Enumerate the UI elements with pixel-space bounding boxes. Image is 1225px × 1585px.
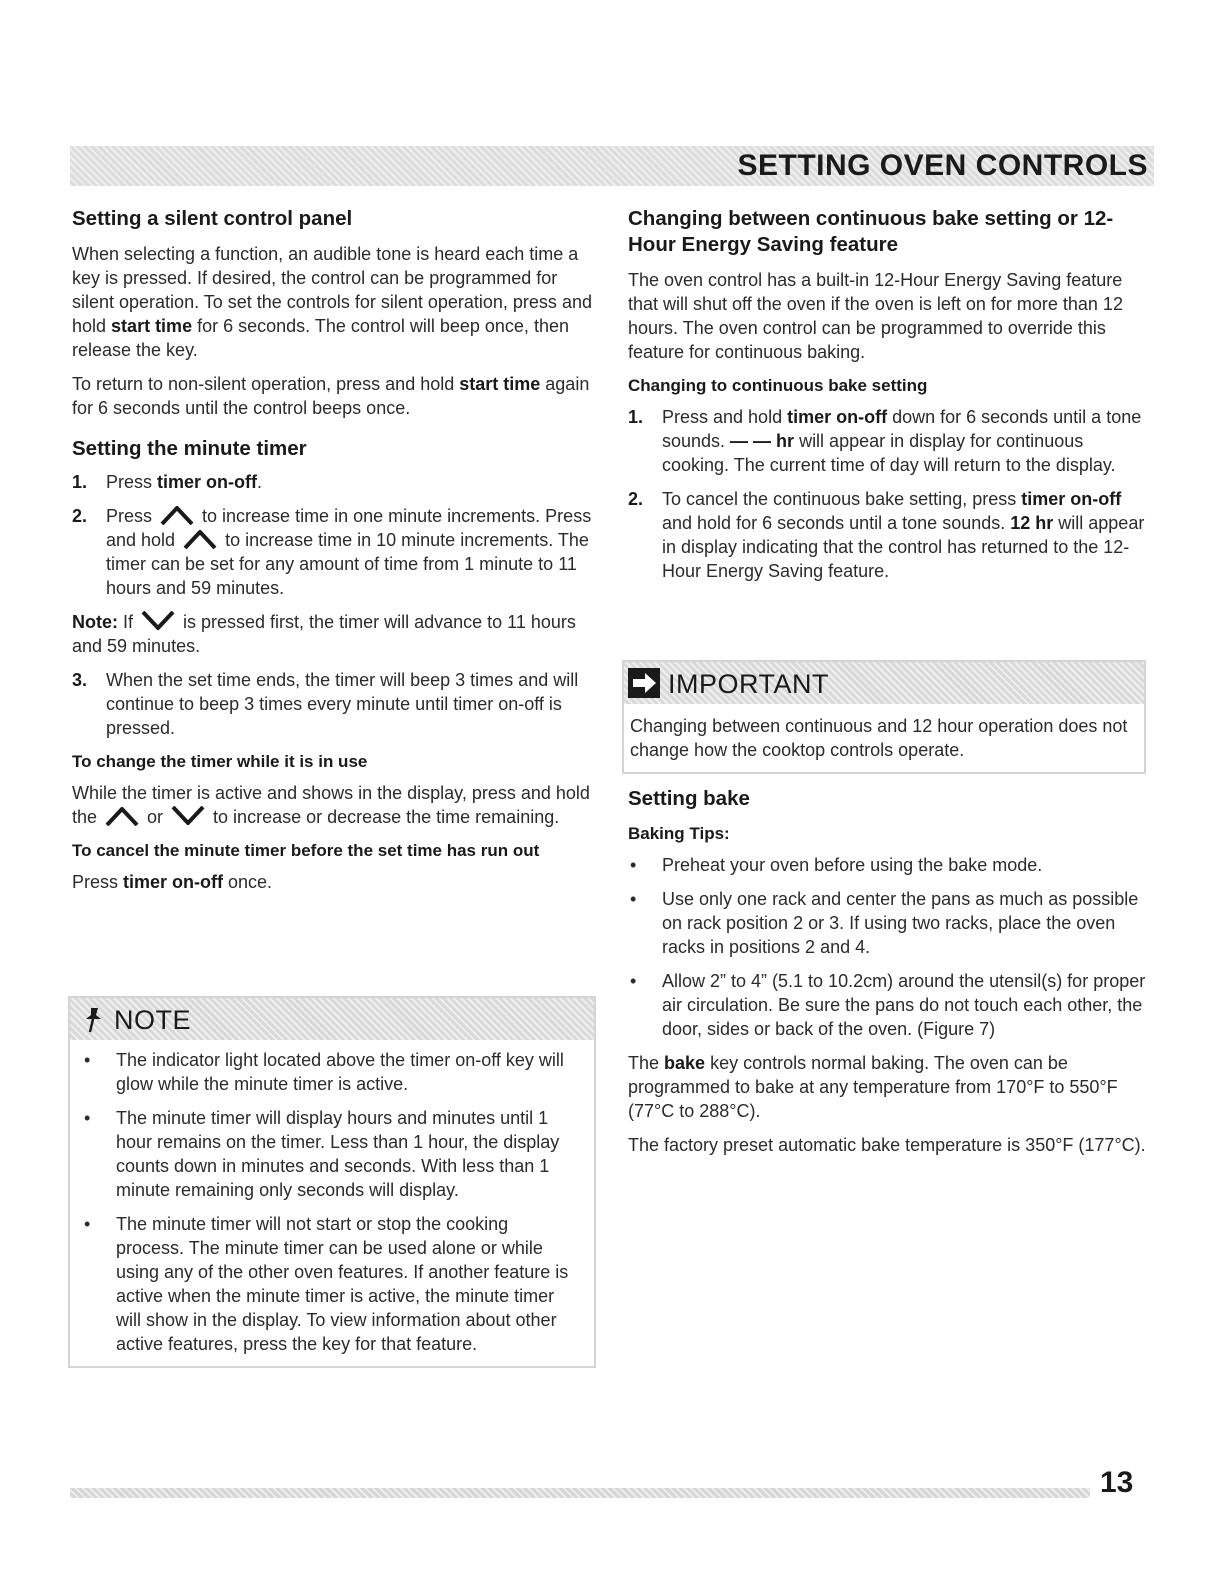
minute-timer-steps-cont xyxy=(72,668,594,740)
note-box xyxy=(68,996,596,1368)
arrow-right-icon xyxy=(628,668,660,698)
note-list xyxy=(82,1048,580,1356)
text: Press xyxy=(106,472,158,492)
text: . xyxy=(257,472,263,492)
continuous-bake-heading: Changing between continuous bake setting or 12-Hour Energy Saving feature xyxy=(628,207,1114,256)
up-arrow-icon xyxy=(183,529,217,549)
bullet: • xyxy=(84,1214,91,1234)
up-arrow-icon xyxy=(105,806,139,826)
continuous-subheading: Changing to continuous bake setting xyxy=(628,376,928,395)
step-number: 2. xyxy=(72,506,88,526)
step-2 xyxy=(628,487,1148,583)
text: The xyxy=(628,1053,665,1073)
text: To return to non-silent operation, press and hold xyxy=(72,374,460,394)
up-arrow-icon xyxy=(160,505,194,525)
text: or xyxy=(142,807,169,827)
baking-tips-heading: Baking Tips: xyxy=(628,824,730,843)
note-label: Note: xyxy=(72,612,118,632)
cancel-timer-paragraph xyxy=(72,870,594,894)
text: The minute timer will display hours and minutes until 1 hour remains on the timer. Less than 1 hour, the display counts down in minutes and seconds. With less than 1 minute remaining only seconds will display. xyxy=(116,1108,560,1200)
key-name: timer on-off xyxy=(787,407,888,427)
note-label: NOTE xyxy=(114,1005,192,1035)
important-label: IMPORTANT xyxy=(668,669,830,699)
step-2 xyxy=(72,504,594,600)
section-title: SETTING OVEN CONTROLS xyxy=(737,149,1148,182)
change-timer-paragraph xyxy=(72,781,594,829)
key-name: start time xyxy=(111,316,193,336)
text: To cancel the continuous bake setting, press xyxy=(662,489,1022,509)
continuous-steps xyxy=(628,405,1148,583)
text: key controls normal baking. The oven can be programmed to bake at any temperature from 170°F to 550°F (77°C to 288°C). xyxy=(628,1053,1118,1121)
text: down for 6 seconds until a tone sounds. xyxy=(662,407,1142,451)
text: is pressed first, the timer will advance to 11 hours and 59 minutes. xyxy=(72,612,576,656)
text: to increase time in one minute increments. Press and hold xyxy=(106,506,592,550)
silent-paragraph-1 xyxy=(72,242,594,362)
tip-item xyxy=(628,969,1148,1041)
note-header xyxy=(70,998,594,1040)
bake-paragraph-1 xyxy=(628,1051,1148,1123)
text: to increase or decrease the time remaining. xyxy=(208,807,560,827)
page-number: 13 xyxy=(1100,1466,1134,1499)
key-name: timer on-off xyxy=(1021,489,1122,509)
important-box xyxy=(622,660,1146,774)
text: The minute timer will not start or stop the cooking process. The minute timer can be used alone or while using any of the other oven features. If another feature is active when the minute timer is active, the minute timer will show in the display. To view information about other active features, press the key for that feature. xyxy=(116,1214,569,1354)
silent-panel-heading: Setting a silent control panel xyxy=(72,207,353,230)
pushpin-icon xyxy=(82,1006,106,1034)
step-number: 1. xyxy=(628,407,644,427)
minute-timer-steps xyxy=(72,470,594,600)
text: Press xyxy=(106,506,158,526)
text: When selecting a function, an audible tone is heard each time a key is pressed. If desired, the control can be programmed for silent operation. To set the controls for silent operation, press and hold xyxy=(72,244,592,336)
right-column xyxy=(628,206,1148,593)
step-1 xyxy=(72,470,594,494)
note-item xyxy=(82,1106,580,1202)
setting-bake-heading: Setting bake xyxy=(628,787,750,810)
text: for 6 seconds. The control will beep once, then release the key. xyxy=(72,316,569,360)
text: If xyxy=(118,612,139,632)
step-number: 3. xyxy=(72,670,88,690)
bullet: • xyxy=(84,1050,91,1070)
text: When the set time ends, the timer will beep 3 times and will continue to beep 3 times every minute until timer on-off is pressed. xyxy=(106,670,579,738)
text: again for 6 seconds until the control beeps once. xyxy=(72,374,590,418)
section-banner xyxy=(70,146,1154,186)
text: Preheat your oven before using the bake mode. xyxy=(662,855,1043,875)
minute-timer-heading: Setting the minute timer xyxy=(72,437,307,460)
important-header xyxy=(624,662,1144,704)
text: Press xyxy=(72,872,124,892)
bullet: • xyxy=(630,971,637,991)
bake-paragraph-2: The factory preset automatic bake temperature is 350°F (177°C). xyxy=(628,1135,1146,1155)
text: The indicator light located above the timer on-off key will glow while the minute timer is active. xyxy=(116,1050,564,1094)
display-readout: 12 hr xyxy=(1010,513,1054,533)
key-name: timer on-off xyxy=(123,872,223,892)
cancel-timer-heading: To cancel the minute timer before the set time has run out xyxy=(72,841,540,860)
step-3 xyxy=(72,668,594,740)
text: will appear in display for continuous cooking. The current time of day will return to the display. xyxy=(662,431,1116,475)
key-name: timer on-off xyxy=(157,472,257,492)
left-column xyxy=(72,206,594,904)
bullet: • xyxy=(630,855,637,875)
step-number: 1. xyxy=(72,472,88,492)
timer-note xyxy=(72,610,594,658)
display-readout: — — hr xyxy=(730,431,795,451)
bake-section xyxy=(628,786,1148,1167)
continuous-intro: The oven control has a built-in 12-Hour Energy Saving feature that will shut off the oven if the oven is left on for more than 12 hours. The oven control can be programmed to override this feature for continuous baking. xyxy=(628,270,1123,362)
down-arrow-icon xyxy=(171,806,205,826)
text: to increase time in 10 minute increments. The timer can be set for any amount of time from 1 minute to 11 hours and 59 minutes. xyxy=(106,530,589,598)
down-arrow-icon xyxy=(141,611,175,631)
note-body xyxy=(70,1040,594,1366)
note-item xyxy=(82,1212,580,1356)
text: Use only one rack and center the pans as much as possible on rack position 2 or 3. If using two racks, place the oven racks in positions 2 and 4. xyxy=(662,889,1139,957)
text: and hold for 6 seconds until a tone sounds. xyxy=(662,513,1011,533)
text: While the timer is active and shows in the display, press and hold the xyxy=(72,783,590,827)
silent-paragraph-2 xyxy=(72,372,594,420)
bullet: • xyxy=(630,889,637,909)
step-1 xyxy=(628,405,1148,477)
note-item xyxy=(82,1048,580,1096)
important-body: Changing between continuous and 12 hour operation does not change how the cooktop controls operate. xyxy=(630,716,1128,760)
footer-bar xyxy=(70,1488,1090,1498)
key-name: start time xyxy=(459,374,541,394)
text: will appear in display indicating that the control has returned to the 12-Hour Energy Saving feature. xyxy=(662,513,1145,581)
text: Allow 2” to 4” (5.1 to 10.2cm) around the utensil(s) for proper air circulation. Be sure the pans do not touch each other, the door, sides or back of the oven. (Figure 7) xyxy=(662,971,1146,1039)
tip-item xyxy=(628,853,1148,877)
tip-item xyxy=(628,887,1148,959)
key-name: bake xyxy=(664,1053,706,1073)
bullet: • xyxy=(84,1108,91,1128)
step-number: 2. xyxy=(628,489,644,509)
baking-tips-list xyxy=(628,853,1148,1041)
change-timer-heading: To change the timer while it is in use xyxy=(72,752,368,771)
text: once. xyxy=(223,872,273,892)
text: Press and hold xyxy=(662,407,788,427)
